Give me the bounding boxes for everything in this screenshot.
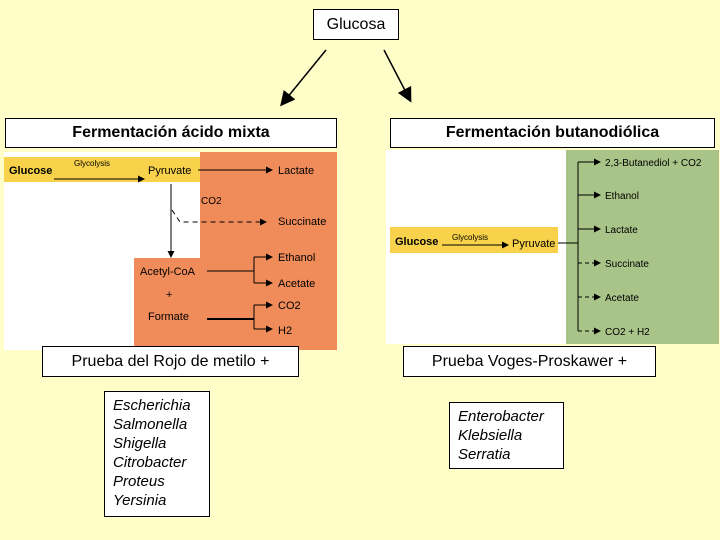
right-header-box xyxy=(390,118,715,148)
right-header: Fermentación butanodiólica xyxy=(445,124,660,141)
organism-item: Serratia xyxy=(458,446,511,463)
arrow-left xyxy=(282,50,326,104)
acetate-label-right: Acetate xyxy=(605,293,639,304)
organism-item: Proteus xyxy=(113,473,165,490)
glucosa-title-box xyxy=(313,9,399,40)
lactate-label: Lactate xyxy=(278,165,315,177)
acetyl-coa-label: Acetyl-CoA xyxy=(140,266,196,278)
left-test-box xyxy=(42,346,299,377)
succinate-label-right: Succinate xyxy=(605,259,649,270)
left-test: Prueba del Rojo de metilo + xyxy=(71,352,270,370)
right-organism-list xyxy=(449,402,564,469)
left-organism-list xyxy=(104,391,210,517)
green-panel xyxy=(566,150,719,344)
organism-item: Yersinia xyxy=(113,492,167,509)
pyruvate-label-right: Pyruvate xyxy=(512,238,556,250)
pyruvate-label: Pyruvate xyxy=(148,165,192,177)
mixed-acid-diagram xyxy=(4,152,337,350)
acetate-label: Acetate xyxy=(278,278,316,290)
ethanol-label-right: Ethanol xyxy=(605,191,639,202)
co2-out-label: CO2 xyxy=(278,300,301,312)
right-test: Prueba Voges-Proskawer + xyxy=(431,352,628,370)
organism-item: Salmonella xyxy=(113,416,188,433)
formate-label: Formate xyxy=(148,311,189,323)
organism-item: Enterobacter xyxy=(458,408,544,425)
succinate-label: Succinate xyxy=(278,216,327,228)
co2-h2-label: CO2 + H2 xyxy=(605,327,650,338)
lactate-label-right: Lactate xyxy=(605,225,638,236)
right-test-box xyxy=(403,346,656,377)
plus-label: + xyxy=(166,289,173,301)
glycolysis-label-right: Glycolysis xyxy=(452,233,489,242)
left-header-box xyxy=(5,118,337,148)
organism-item: Shigella xyxy=(113,435,167,452)
organism-item: Escherichia xyxy=(113,397,191,414)
glycolysis-label: Glycolysis xyxy=(74,159,111,168)
butanediol-diagram xyxy=(386,150,719,344)
arrow-right xyxy=(384,50,410,100)
glucosa-title: Glucosa xyxy=(326,15,386,33)
ethanol-label: Ethanol xyxy=(278,252,316,264)
organism-item: Klebsiella xyxy=(458,427,523,444)
butanediol-label: 2,3-Butanediol + CO2 xyxy=(605,158,702,169)
left-header: Fermentación ácido mixta xyxy=(72,124,270,141)
h2-label: H2 xyxy=(278,325,293,337)
organism-item: Citrobacter xyxy=(113,454,187,471)
glucose-label-right: Glucose xyxy=(395,236,439,248)
glucose-label: Glucose xyxy=(9,165,53,177)
co2-label: CO2 xyxy=(201,196,222,207)
